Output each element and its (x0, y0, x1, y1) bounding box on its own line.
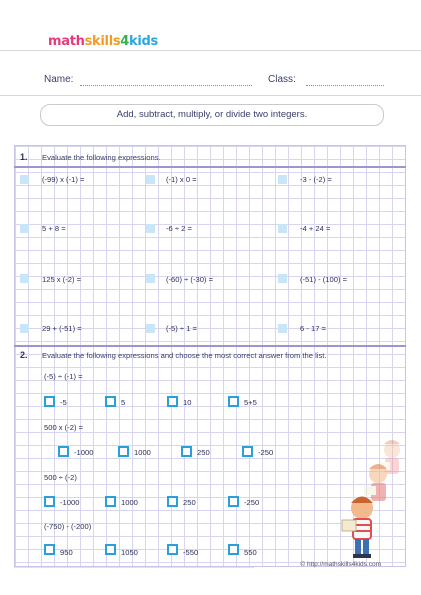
option-label: -1000 (60, 498, 80, 507)
answer-marker (146, 224, 155, 233)
option-label: 1000 (134, 448, 151, 457)
answer-marker (20, 274, 29, 283)
option-label: -250 (244, 498, 260, 507)
q2-expression: 500 x (-2) = (44, 423, 84, 432)
name-field[interactable] (80, 85, 252, 86)
q1-prompt: Evaluate the following expressions. (42, 153, 161, 162)
name-label: Name: (44, 74, 74, 85)
option-checkbox[interactable] (44, 396, 55, 407)
site-logo (48, 34, 158, 49)
expression: (-1) x 0 = (166, 175, 197, 184)
kids-reading-illustration (330, 432, 410, 562)
option-label: 950 (60, 548, 73, 557)
answer-marker (146, 274, 155, 283)
answer-marker (146, 175, 155, 184)
expression: 6 - 17 = (300, 324, 326, 333)
option-checkbox[interactable] (44, 544, 55, 555)
expression: 5 + 8 = (42, 224, 66, 233)
q2-expression: (-5) ÷ (-1) = (44, 372, 83, 381)
header-divider-bottom (0, 95, 421, 96)
option-label: -550 (183, 548, 199, 557)
option-checkbox[interactable] (105, 544, 116, 555)
expression: 29 + (-51) = (42, 324, 82, 333)
option-label: -250 (258, 448, 274, 457)
option-checkbox[interactable] (167, 544, 178, 555)
option-label: 250 (183, 498, 196, 507)
option-checkbox[interactable] (181, 446, 192, 457)
footer-url: © http://mathskills4kids.com (300, 561, 381, 568)
expression: (-60) ÷ (-30) = (166, 275, 213, 284)
option-checkbox[interactable] (242, 446, 253, 457)
answer-marker (278, 274, 287, 283)
header-divider-top (0, 50, 421, 51)
option-label: 1000 (121, 498, 138, 507)
class-label: Class: (268, 74, 296, 85)
answer-marker (20, 224, 29, 233)
option-label: 5 (121, 398, 126, 407)
q1-number: 1. (20, 152, 28, 162)
answer-marker (278, 224, 287, 233)
q2-prompt: Evaluate the following expressions and choose the most correct answer from the list. (42, 351, 327, 360)
answer-marker (278, 175, 287, 184)
expression: -6 ÷ 2 = (166, 224, 192, 233)
option-label: -5 (60, 398, 67, 407)
logo-part-skills: skills (84, 34, 121, 49)
answer-marker (20, 175, 29, 184)
logo-part-4: 4 (120, 34, 130, 49)
option-checkbox[interactable] (118, 446, 129, 457)
option-checkbox[interactable] (167, 496, 178, 507)
option-label: -1000 (74, 448, 94, 457)
expression: 125 x (-2) = (42, 275, 82, 284)
answer-marker (278, 324, 287, 333)
expression: (-99) x (-1) = (42, 175, 85, 184)
q2-expression: (-750) - (-200) (44, 522, 92, 531)
option-checkbox[interactable] (228, 396, 239, 407)
option-label: 250 (197, 448, 210, 457)
instruction-box: Add, subtract, multiply, or divide two integers. (40, 104, 384, 126)
option-checkbox[interactable] (44, 496, 55, 507)
logo-part-math: math (48, 34, 85, 49)
logo-part-kids: kids (129, 34, 158, 49)
expression: -4 + 24 = (300, 224, 331, 233)
answer-marker (20, 324, 29, 333)
option-label: 1050 (121, 548, 138, 557)
class-field[interactable] (306, 85, 384, 86)
q1-separator (14, 166, 406, 168)
q2-expression: 500 ÷ (-2) (44, 473, 77, 482)
option-label: 10 (183, 398, 192, 407)
option-checkbox[interactable] (228, 496, 239, 507)
expression: (-5) ÷ 1 = (166, 324, 197, 333)
option-checkbox[interactable] (105, 496, 116, 507)
option-checkbox[interactable] (105, 396, 116, 407)
option-label: 5+5 (244, 398, 257, 407)
answer-marker (146, 324, 155, 333)
expression: (-51) - (100) = (300, 275, 348, 284)
q2-number: 2. (20, 350, 28, 360)
footer-divider (14, 567, 254, 568)
q2-separator (14, 345, 406, 347)
option-checkbox[interactable] (167, 396, 178, 407)
option-checkbox[interactable] (58, 446, 69, 457)
option-checkbox[interactable] (228, 544, 239, 555)
option-label: 550 (244, 548, 257, 557)
expression: -3 - (-2) = (300, 175, 332, 184)
